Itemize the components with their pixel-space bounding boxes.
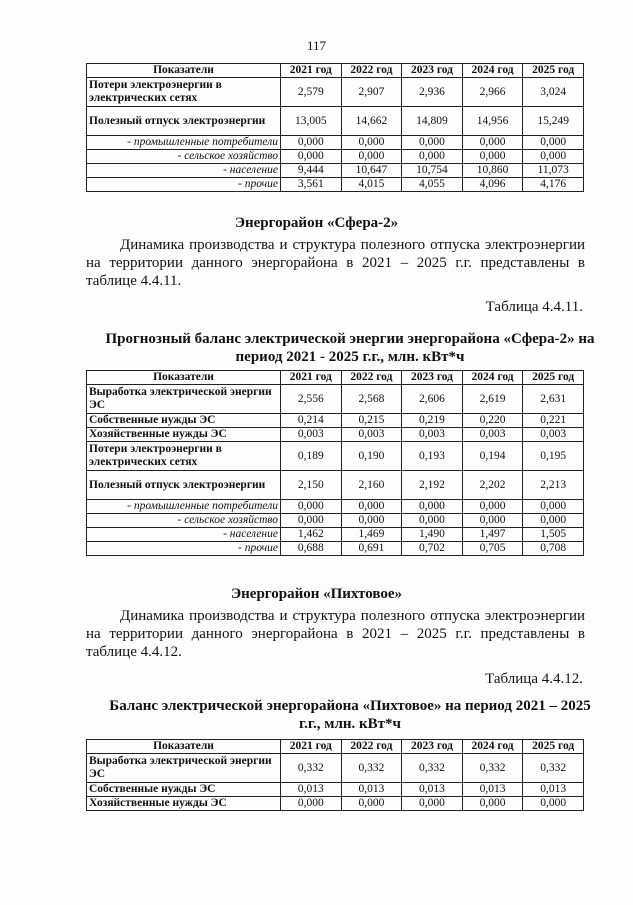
header-indicator: Показатели xyxy=(87,371,281,385)
table-row xyxy=(87,178,584,192)
value-cell: 0,003 xyxy=(462,428,523,442)
value-cell: 0,193 xyxy=(402,442,463,471)
header-indicator: Показатели xyxy=(87,740,281,754)
value-cell: 2,966 xyxy=(462,78,523,107)
value-cell: 0,000 xyxy=(523,150,584,164)
value-cell: 0,688 xyxy=(281,542,342,556)
value-cell: 2,160 xyxy=(341,471,402,500)
header-year: 2023 год xyxy=(402,740,463,754)
header-year: 2022 год xyxy=(341,740,402,754)
value-cell: 2,192 xyxy=(402,471,463,500)
table-row xyxy=(87,428,584,442)
value-cell: 3,561 xyxy=(281,178,342,192)
table-caption-4-4-12: Таблица 4.4.12. xyxy=(485,671,583,687)
header-year: 2024 год xyxy=(462,371,523,385)
value-cell: 1,462 xyxy=(281,528,342,542)
value-cell: 0,708 xyxy=(523,542,584,556)
value-cell: 0,000 xyxy=(402,514,463,528)
row-label: - сельское хозяйство xyxy=(87,150,281,164)
value-cell: 1,497 xyxy=(462,528,523,542)
table-title-4-4-12: Баланс электрической энергорайона «Пихтовое» на период 2021 – 2025 г.г., млн. кВт*ч xyxy=(109,698,591,732)
value-cell: 2,631 xyxy=(523,385,584,414)
value-cell: 11,073 xyxy=(523,164,584,178)
value-cell: 0,691 xyxy=(341,542,402,556)
header-year: 2024 год xyxy=(462,64,523,78)
row-label: - прочие xyxy=(87,178,281,192)
table-row xyxy=(87,500,584,514)
value-cell: 2,936 xyxy=(402,78,463,107)
header-year: 2025 год xyxy=(523,371,584,385)
value-cell: 0,000 xyxy=(462,514,523,528)
value-cell: 4,176 xyxy=(523,178,584,192)
row-label: Полезный отпуск электроэнергии xyxy=(87,471,281,500)
value-cell: 0,013 xyxy=(523,783,584,797)
value-cell: 2,907 xyxy=(341,78,402,107)
header-year: 2022 год xyxy=(341,64,402,78)
value-cell: 0,003 xyxy=(341,428,402,442)
value-cell: 0,332 xyxy=(281,754,342,783)
value-cell: 9,444 xyxy=(281,164,342,178)
value-cell: 0,000 xyxy=(281,514,342,528)
header-year: 2021 год xyxy=(281,64,342,78)
table-row xyxy=(87,471,584,500)
section-heading-sfera-2: Энергорайон «Сфера-2» xyxy=(234,215,399,231)
value-cell: 14,809 xyxy=(402,107,463,136)
table-header-row xyxy=(87,64,584,78)
value-cell: 0,003 xyxy=(402,428,463,442)
value-cell: 0,013 xyxy=(281,783,342,797)
table-row xyxy=(87,136,584,150)
value-cell: 0,000 xyxy=(402,150,463,164)
value-cell: 0,013 xyxy=(402,783,463,797)
value-cell: 0,000 xyxy=(523,514,584,528)
header-year: 2024 год xyxy=(462,740,523,754)
value-cell: 2,579 xyxy=(281,78,342,107)
row-label: Собственные нужды ЭС xyxy=(87,414,281,428)
value-cell: 0,000 xyxy=(281,797,342,811)
value-cell: 10,860 xyxy=(462,164,523,178)
table-header-row xyxy=(87,371,584,385)
value-cell: 14,956 xyxy=(462,107,523,136)
value-cell: 0,219 xyxy=(402,414,463,428)
balance-table-4-4-11 xyxy=(86,370,584,556)
value-cell: 4,015 xyxy=(341,178,402,192)
value-cell: 0,000 xyxy=(341,150,402,164)
value-cell: 0,000 xyxy=(281,150,342,164)
value-cell: 4,096 xyxy=(462,178,523,192)
value-cell: 0,000 xyxy=(281,500,342,514)
table-row xyxy=(87,797,584,811)
value-cell: 0,003 xyxy=(523,428,584,442)
value-cell: 0,332 xyxy=(523,754,584,783)
row-label: Хозяйственные нужды ЭС xyxy=(87,428,281,442)
value-cell: 0,000 xyxy=(523,136,584,150)
row-label: Выработка электрической энергии ЭС xyxy=(87,385,281,414)
table-row xyxy=(87,754,584,783)
value-cell: 0,000 xyxy=(281,136,342,150)
value-cell: 2,202 xyxy=(462,471,523,500)
header-year: 2025 год xyxy=(523,740,584,754)
value-cell: 0,000 xyxy=(341,514,402,528)
header-year: 2023 год xyxy=(402,371,463,385)
value-cell: 0,000 xyxy=(523,500,584,514)
value-cell: 0,000 xyxy=(462,136,523,150)
value-cell: 0,189 xyxy=(281,442,342,471)
value-cell: 0,332 xyxy=(462,754,523,783)
section-paragraph-pikhtovoe: Динамика производства и структура полезного отпуска электроэнергии на территории данного энергорайона в 2021 – 2025 г.г. представлены в таблице 4.4.12. xyxy=(86,608,585,660)
value-cell: 15,249 xyxy=(523,107,584,136)
value-cell: 0,000 xyxy=(523,797,584,811)
value-cell: 0,705 xyxy=(462,542,523,556)
table-row xyxy=(87,107,584,136)
table-row xyxy=(87,783,584,797)
value-cell: 0,000 xyxy=(462,150,523,164)
value-cell: 0,000 xyxy=(341,797,402,811)
row-label: - население xyxy=(87,164,281,178)
value-cell: 1,469 xyxy=(341,528,402,542)
value-cell: 10,754 xyxy=(402,164,463,178)
header-indicator: Показатели xyxy=(87,64,281,78)
value-cell: 0,220 xyxy=(462,414,523,428)
row-label: Потери электроэнергии в электрических сетях xyxy=(87,78,281,107)
header-year: 2023 год xyxy=(402,64,463,78)
value-cell: 0,332 xyxy=(402,754,463,783)
table-row xyxy=(87,442,584,471)
value-cell: 0,000 xyxy=(462,797,523,811)
table-header-row xyxy=(87,740,584,754)
value-cell: 0,013 xyxy=(341,783,402,797)
value-cell: 2,213 xyxy=(523,471,584,500)
value-cell: 0,214 xyxy=(281,414,342,428)
value-cell: 3,024 xyxy=(523,78,584,107)
table-row xyxy=(87,78,584,107)
value-cell: 14,662 xyxy=(341,107,402,136)
table-row xyxy=(87,385,584,414)
row-label: Выработка электрической энергии ЭС xyxy=(87,754,281,783)
table-row xyxy=(87,414,584,428)
value-cell: 2,568 xyxy=(341,385,402,414)
value-cell: 0,000 xyxy=(402,136,463,150)
value-cell: 2,606 xyxy=(402,385,463,414)
value-cell: 0,000 xyxy=(341,500,402,514)
table-title-4-4-11: Прогнозный баланс электрической энергии энергорайона «Сфера-2» на период 2021 - 2025 г.г., млн. кВт*ч xyxy=(105,331,595,365)
table-row xyxy=(87,150,584,164)
value-cell: 10,647 xyxy=(341,164,402,178)
row-label: - промышленные потребители xyxy=(87,136,281,150)
table-row xyxy=(87,542,584,556)
table-row xyxy=(87,528,584,542)
row-label: Хозяйственные нужды ЭС xyxy=(87,797,281,811)
value-cell: 0,194 xyxy=(462,442,523,471)
header-year: 2025 год xyxy=(523,64,584,78)
row-label: Полезный отпуск электроэнергии xyxy=(87,107,281,136)
value-cell: 0,003 xyxy=(281,428,342,442)
value-cell: 0,195 xyxy=(523,442,584,471)
value-cell: 0,000 xyxy=(462,500,523,514)
value-cell: 13,005 xyxy=(281,107,342,136)
table-row xyxy=(87,164,584,178)
balance-table-4-4-12 xyxy=(86,739,584,811)
row-label: Собственные нужды ЭС xyxy=(87,783,281,797)
value-cell: 1,490 xyxy=(402,528,463,542)
value-cell: 2,619 xyxy=(462,385,523,414)
value-cell: 0,190 xyxy=(341,442,402,471)
value-cell: 1,505 xyxy=(523,528,584,542)
value-cell: 0,000 xyxy=(341,136,402,150)
header-year: 2021 год xyxy=(281,740,342,754)
table-caption-4-4-11: Таблица 4.4.11. xyxy=(485,299,583,315)
value-cell: 0,215 xyxy=(341,414,402,428)
row-label: - прочие xyxy=(87,542,281,556)
value-cell: 0,000 xyxy=(402,797,463,811)
row-label: - промышленные потребители xyxy=(87,500,281,514)
value-cell: 2,556 xyxy=(281,385,342,414)
table-row xyxy=(87,514,584,528)
balance-table-1 xyxy=(86,63,584,192)
value-cell: 0,221 xyxy=(523,414,584,428)
header-year: 2021 год xyxy=(281,371,342,385)
value-cell: 0,702 xyxy=(402,542,463,556)
value-cell: 2,150 xyxy=(281,471,342,500)
value-cell: 0,332 xyxy=(341,754,402,783)
value-cell: 0,013 xyxy=(462,783,523,797)
section-paragraph-sfera-2: Динамика производства и структура полезного отпуска электроэнергии на территории данного энергорайона в 2021 – 2025 г.г. представлены в таблице 4.4.11. xyxy=(86,237,585,289)
section-heading-pikhtovoe: Энергорайон «Пихтовое» xyxy=(230,586,403,602)
value-cell: 4,055 xyxy=(402,178,463,192)
row-label: - население xyxy=(87,528,281,542)
row-label: Потери электроэнергии в электрических сетях xyxy=(87,442,281,471)
row-label: - сельское хозяйство xyxy=(87,514,281,528)
page-number: 117 xyxy=(306,38,327,53)
value-cell: 0,000 xyxy=(402,500,463,514)
header-year: 2022 год xyxy=(341,371,402,385)
